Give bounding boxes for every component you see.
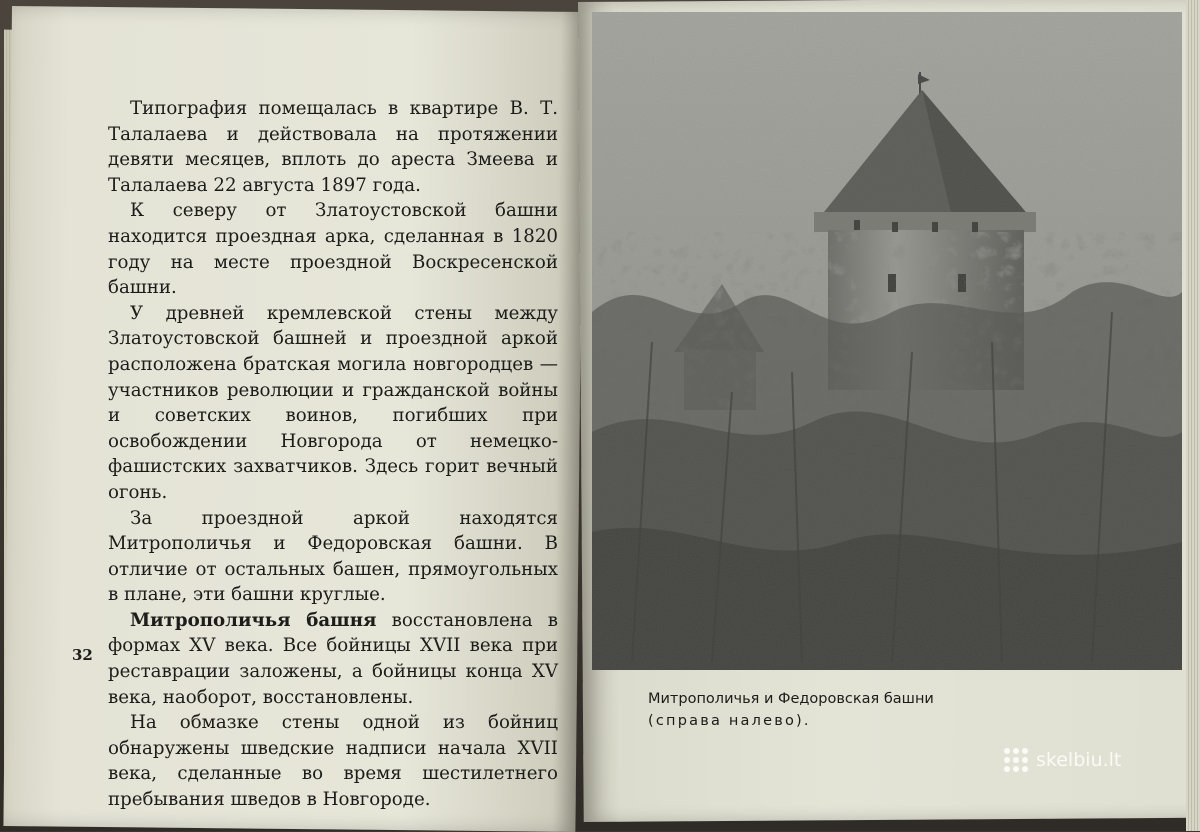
body-text	[108, 96, 558, 813]
paragraph	[108, 608, 558, 710]
paragraph: К северу от Златоустовской башни находится проездная арка, сделанная в 1820 году на месте проездной Воскресенской башни.	[108, 200, 558, 299]
page-number: 32	[72, 646, 93, 664]
watermark	[1004, 748, 1121, 772]
caption-line-1: Митрополичья и Федоровская башни	[648, 691, 934, 707]
photo-caption	[648, 688, 1008, 732]
paragraph: За проездной аркой находятся Митрополичья и Федоровская башни. В отличие от остальных башен, прямоугольных в плане, эти башни круглые.	[108, 507, 558, 606]
bold-term: Митрополичья башня	[130, 609, 377, 631]
tower-photo-illustration	[592, 12, 1182, 670]
watermark-text: skelbiu.lt	[1036, 749, 1122, 771]
paragraph-text: восстановлена в формах XV века. Все бойницы XVII века при реставрации заложены, а бойницы конца XV века, наоборот, восстановлены.	[108, 609, 558, 708]
paragraph: На обмазке стены одной из бойниц обнаружены шведские надписи начала XVII века, сделанные во время шестилетнего пребывания шведов в Новгороде.	[108, 712, 558, 811]
page-stack-edge-right	[1186, 0, 1200, 831]
watermark-logo-icon	[1004, 748, 1028, 772]
paragraph: У древней кремлевской стены между Златоустовской башней и проездной аркой расположена братская могила новгородцев — участников революции и гражданской войны и советских воинов, погибших при освобождении Новгорода от немецко-фашистских захватчиков. Здесь горит вечный огонь.	[108, 302, 558, 503]
tower-photo	[592, 12, 1182, 670]
caption-line-2: (справа налево).	[648, 713, 811, 729]
paragraph: Типография помещалась в квартире В. Т. Талалаева и действовала на протяжении девяти месяцев, вплоть до ареста Змеева и Талалаева 22 августа 1897 года.	[108, 98, 558, 196]
